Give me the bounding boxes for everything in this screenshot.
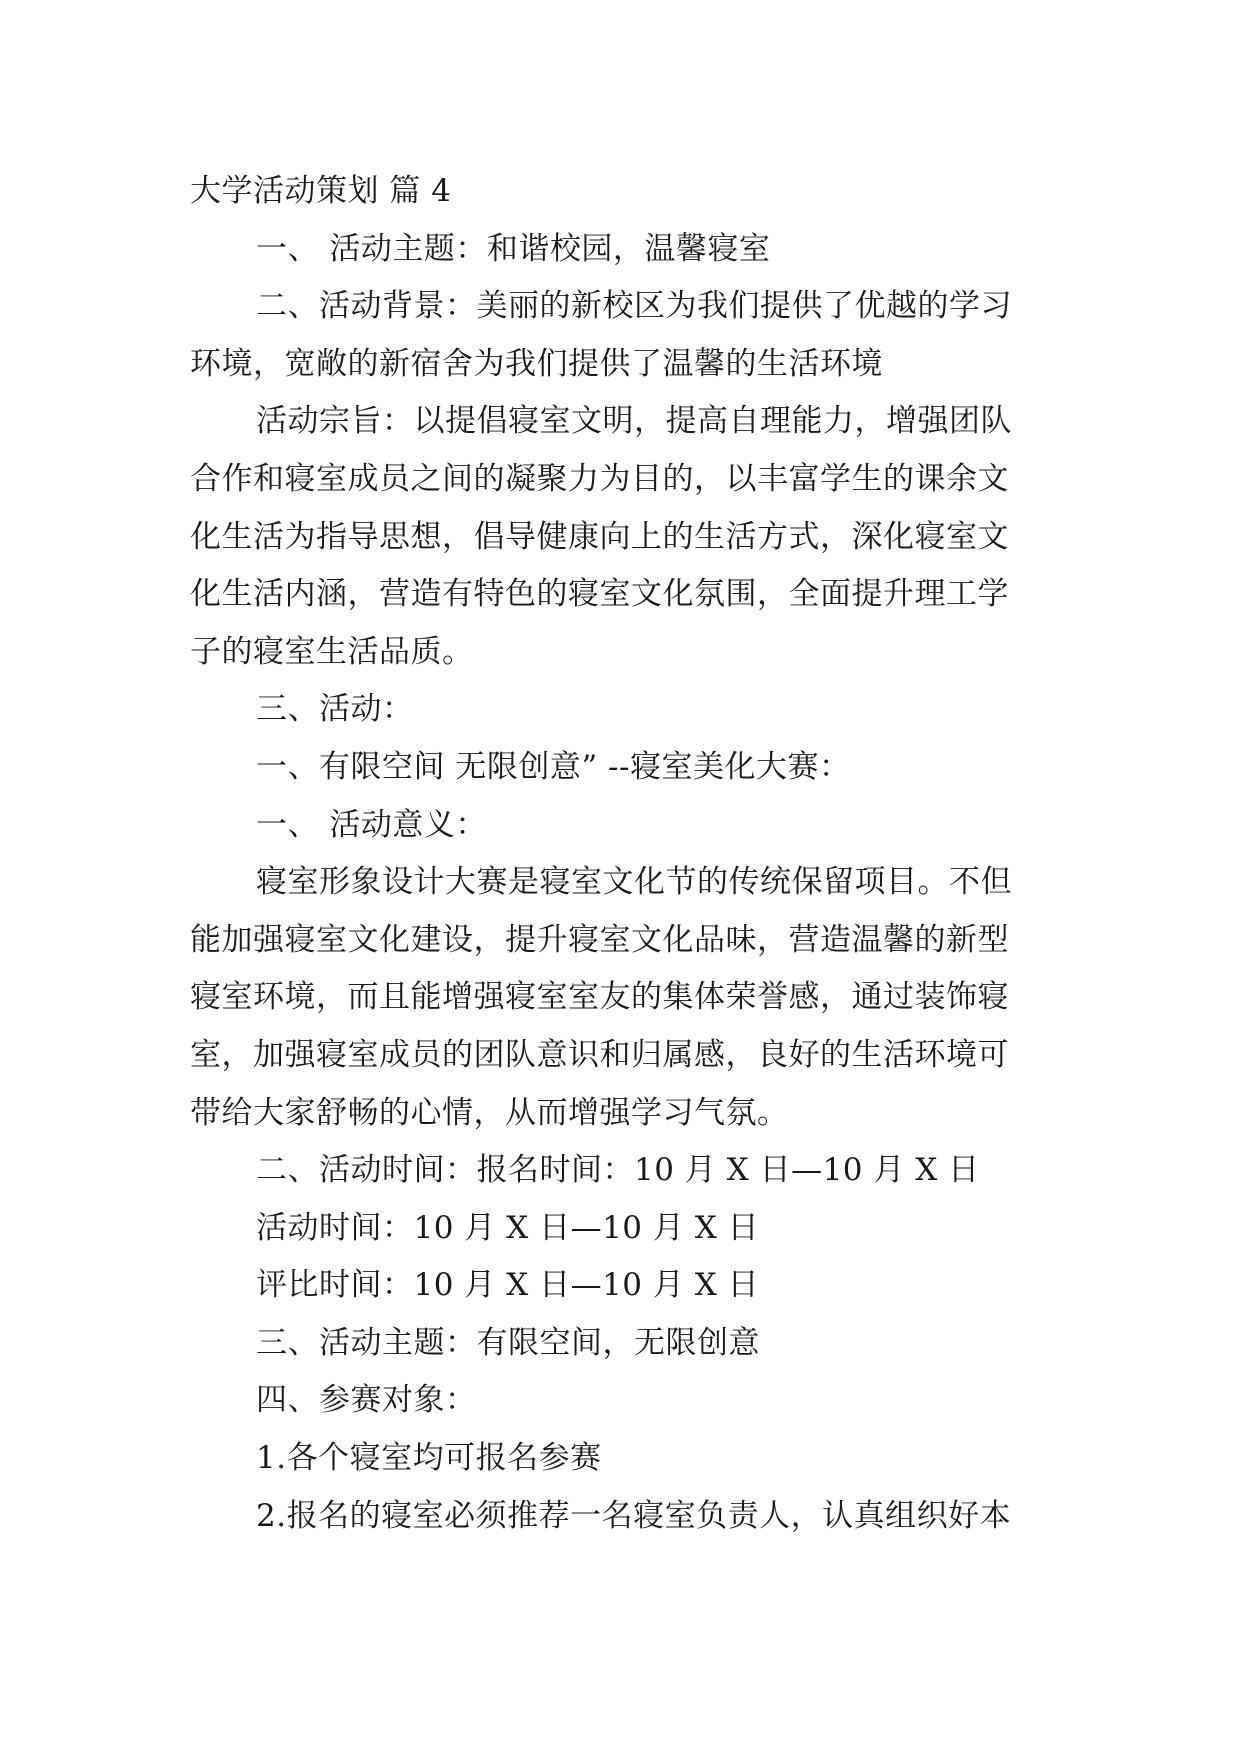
paragraph-line: 活动宗旨：以提倡寝室文明，提高自理能力，增强团队 (256, 403, 1012, 440)
paragraph-line: 室，加强寝室成员的团队意识和归属感，良好的生活环境可 (190, 1036, 1009, 1073)
paragraph-line: 环境，宽敞的新宿舍为我们提供了温馨的生活环境 (190, 345, 883, 382)
paragraph-line: 三、活动主题：有限空间，无限创意 (256, 1324, 760, 1361)
paragraph-line: 能加强寝室文化建设，提升寝室文化品味，营造温馨的新型 (190, 921, 1009, 958)
paragraph-line: 二、活动背景：美丽的新校区为我们提供了优越的学习 (256, 288, 1012, 325)
paragraph-line: 化生活为指导思想，倡导健康向上的生活方式，深化寝室文 (190, 518, 1009, 555)
paragraph-line: 一、 活动主题：和谐校园，温馨寝室 (256, 230, 771, 267)
paragraph-line: 评比时间：10 月 X 日—10 月 X 日 (256, 1267, 760, 1304)
section-heading: 三、活动： (256, 691, 414, 728)
paragraph-line: 寝室形象设计大赛是寝室文化节的传统保留项目。不但 (256, 864, 1012, 901)
paragraph-line: 子的寝室生活品质。 (190, 633, 474, 670)
section-heading: 四、参赛对象： (256, 1382, 477, 1419)
list-item: 1.各个寝室均可报名参赛 (256, 1440, 602, 1477)
section-heading: 一、 活动意义： (256, 806, 487, 843)
paragraph-line: 合作和寝室成员之间的凝聚力为目的，以丰富学生的课余文 (190, 460, 1009, 497)
paragraph-line: 二、活动时间：报名时间：10 月 X 日—10 月 X 日 (256, 1152, 980, 1189)
paragraph-line: 活动时间：10 月 X 日—10 月 X 日 (256, 1209, 760, 1246)
list-item: 2.报名的寝室必须推荐一名寝室负责人，认真组织好本 (256, 1497, 1012, 1534)
paragraph-line: 带给大家舒畅的心情，从而增强学习气氛。 (190, 1094, 789, 1131)
paragraph-line: 化生活内涵，营造有特色的寝室文化氛围，全面提升理工学 (190, 576, 1009, 613)
paragraph-line: 寝室环境，而且能增强寝室室友的集体荣誉感，通过装饰寝 (190, 979, 1009, 1016)
document-body (190, 163, 1058, 1545)
document-title: 大学活动策划 篇 4 (190, 173, 452, 209)
section-heading: 一、有限空间 无限创意” --寝室美化大赛： (256, 748, 851, 785)
